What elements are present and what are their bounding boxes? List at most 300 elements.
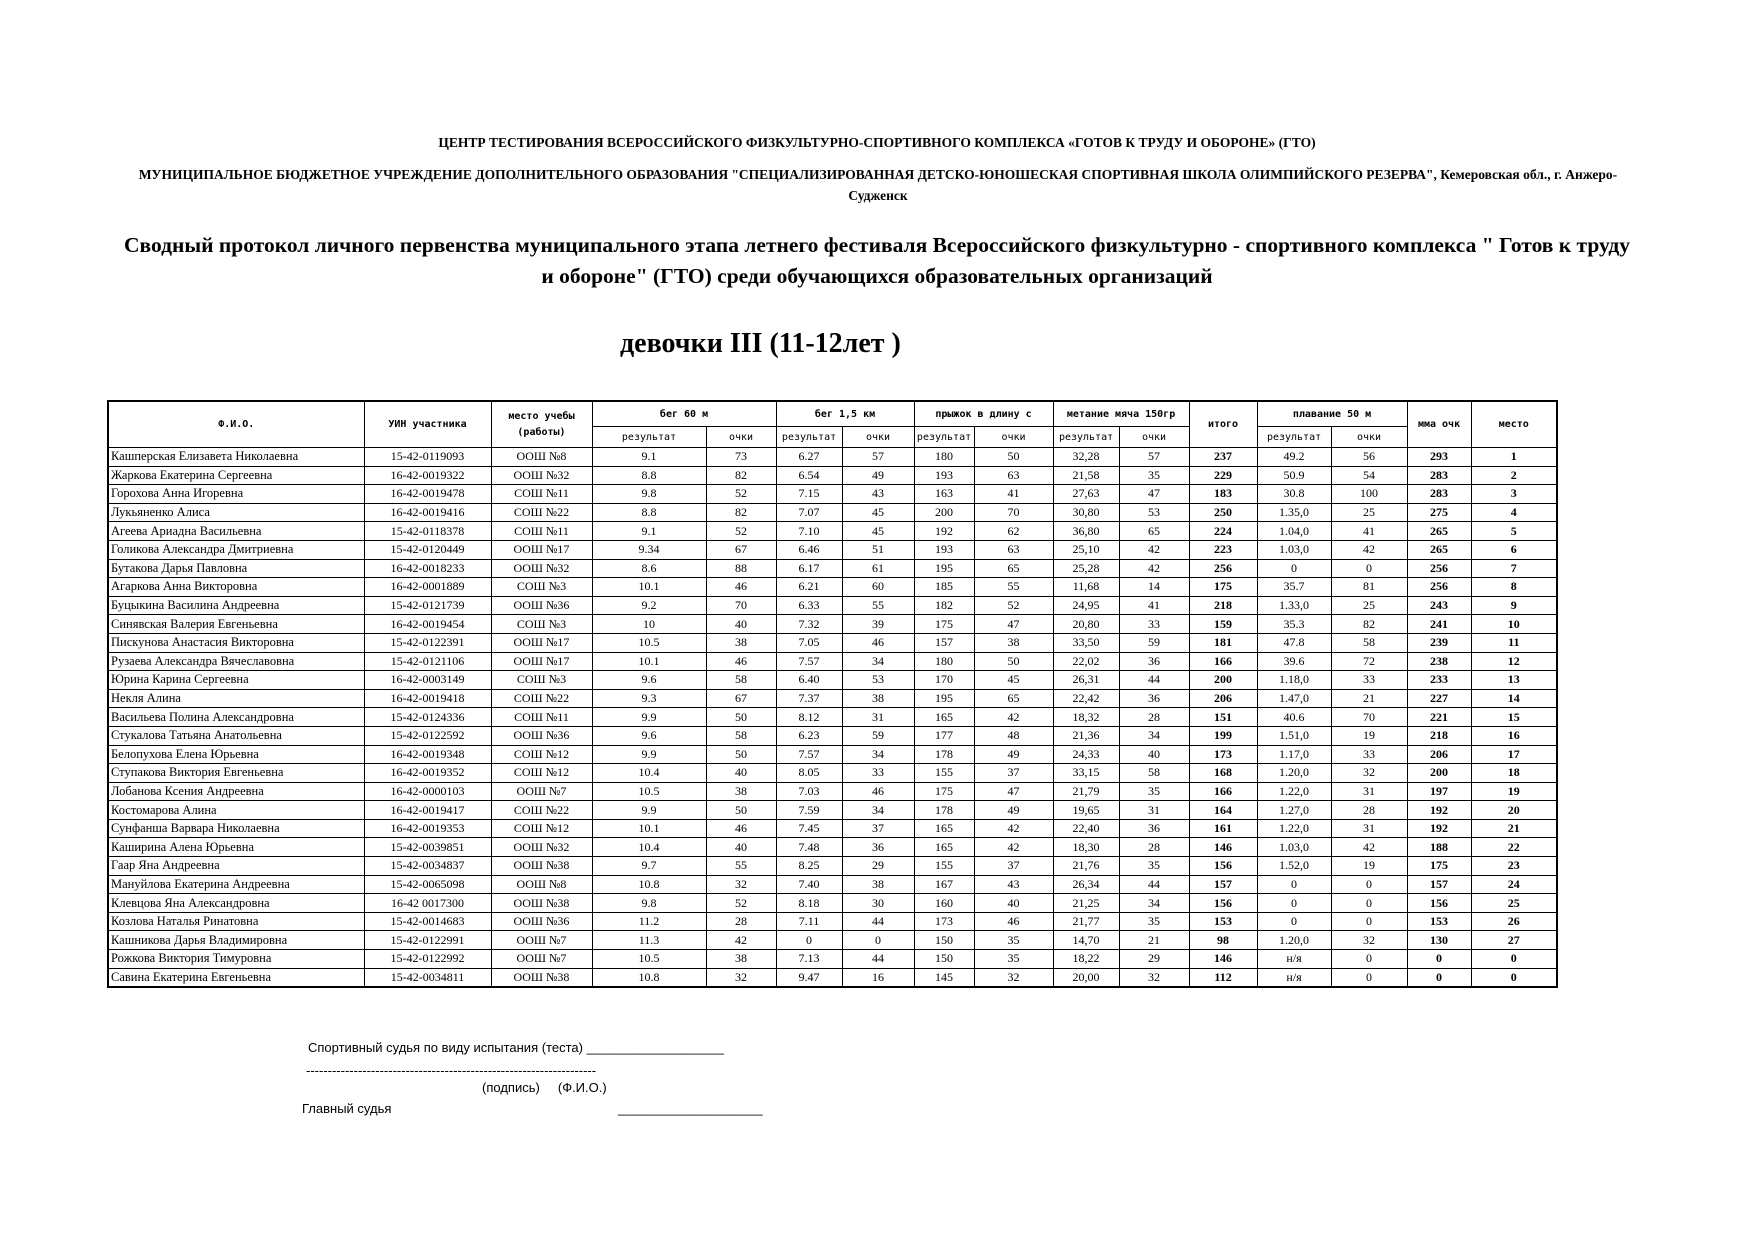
cell-school: СОШ №22: [491, 503, 592, 522]
cell-tot: 161: [1189, 819, 1257, 838]
cell-p: 38: [842, 689, 914, 708]
col-place: место: [1471, 401, 1557, 448]
cell-r: 9.47: [776, 968, 842, 987]
cell-score: 256: [1407, 578, 1471, 597]
col-fio: Ф.И.О.: [108, 401, 364, 448]
cell-p: 41: [1119, 596, 1189, 615]
cell-p: 29: [842, 857, 914, 876]
cell-p: 65: [974, 559, 1053, 578]
cell-p: 57: [1119, 448, 1189, 467]
cell-place: 14: [1471, 689, 1557, 708]
cell-uin: 16-42-0019322: [364, 466, 491, 485]
cell-school: СОШ №11: [491, 485, 592, 504]
cell-r: н/я: [1257, 968, 1331, 987]
cell-p: 38: [706, 782, 776, 801]
cell-r: 155: [914, 764, 974, 783]
cell-score: 192: [1407, 801, 1471, 820]
cell-p: 52: [706, 522, 776, 541]
cell-p: 43: [842, 485, 914, 504]
cell-p: 50: [974, 652, 1053, 671]
cell-p: 51: [842, 540, 914, 559]
cell-score: 265: [1407, 522, 1471, 541]
cell-p: 72: [1331, 652, 1407, 671]
table-row: [108, 485, 1557, 504]
cell-p: 36: [1119, 819, 1189, 838]
cell-r: 27,63: [1053, 485, 1119, 504]
cell-r: 25,28: [1053, 559, 1119, 578]
cell-p: 73: [706, 448, 776, 467]
cell-place: 21: [1471, 819, 1557, 838]
cell-r: 167: [914, 875, 974, 894]
cell-uin: 15-42-0122991: [364, 931, 491, 950]
col-uin: УИН участника: [364, 401, 491, 448]
cell-score: 157: [1407, 875, 1471, 894]
cell-r: 35.3: [1257, 615, 1331, 634]
cell-tot: 146: [1189, 950, 1257, 969]
cell-tot: 151: [1189, 708, 1257, 727]
cell-tot: 164: [1189, 801, 1257, 820]
cell-r: 150: [914, 931, 974, 950]
cell-p: 36: [1119, 689, 1189, 708]
cell-r: 8.18: [776, 894, 842, 913]
cell-r: 193: [914, 466, 974, 485]
cell-r: 18,22: [1053, 950, 1119, 969]
cell-r: 7.11: [776, 912, 842, 931]
cell-p: 35: [974, 950, 1053, 969]
cell-p: 35: [1119, 466, 1189, 485]
table-row: [108, 503, 1557, 522]
cell-r: 180: [914, 448, 974, 467]
cell-r: 195: [914, 559, 974, 578]
cell-p: 35: [974, 931, 1053, 950]
cell-place: 23: [1471, 857, 1557, 876]
cell-school: СОШ №3: [491, 671, 592, 690]
cell-p: 70: [1331, 708, 1407, 727]
cell-p: 0: [842, 931, 914, 950]
cell-school: ООШ №7: [491, 950, 592, 969]
cell-tot: 223: [1189, 540, 1257, 559]
cell-p: 0: [1331, 894, 1407, 913]
cell-r: 1.51,0: [1257, 726, 1331, 745]
cell-r: 6.21: [776, 578, 842, 597]
cell-r: 160: [914, 894, 974, 913]
cell-place: 18: [1471, 764, 1557, 783]
cell-p: 42: [706, 931, 776, 950]
cell-tot: 159: [1189, 615, 1257, 634]
table-row: [108, 745, 1557, 764]
cell-p: 56: [1331, 448, 1407, 467]
cell-place: 15: [1471, 708, 1557, 727]
cell-score: 283: [1407, 466, 1471, 485]
cell-uin: 15-42-0034837: [364, 857, 491, 876]
cell-p: 34: [1119, 726, 1189, 745]
cell-r: 9.8: [592, 894, 706, 913]
cell-r: 1.33,0: [1257, 596, 1331, 615]
sub-result: результат: [776, 427, 842, 448]
cell-p: 55: [706, 857, 776, 876]
cell-fio: Агеева Ариадна Васильевна: [108, 522, 364, 541]
cell-fio: Горохова Анна Игоревна: [108, 485, 364, 504]
cell-r: 10: [592, 615, 706, 634]
cell-uin: 15-42-0121739: [364, 596, 491, 615]
cell-r: 24,33: [1053, 745, 1119, 764]
dash-line: -------------------------------------------------------------------: [306, 1063, 597, 1078]
sub-result: результат: [1053, 427, 1119, 448]
cell-p: 59: [842, 726, 914, 745]
cell-score: 238: [1407, 652, 1471, 671]
cell-place: 4: [1471, 503, 1557, 522]
col-sum: мма очк: [1407, 401, 1471, 448]
table-row: [108, 857, 1557, 876]
cell-tot: 156: [1189, 894, 1257, 913]
cell-p: 35: [1119, 857, 1189, 876]
cell-fio: Лобанова Ксения Андреевна: [108, 782, 364, 801]
cell-r: 9.1: [592, 522, 706, 541]
cell-p: 34: [1119, 894, 1189, 913]
cell-r: 6.27: [776, 448, 842, 467]
table-row: [108, 875, 1557, 894]
cell-r: 175: [914, 615, 974, 634]
cell-r: 22,40: [1053, 819, 1119, 838]
cell-p: 39: [842, 615, 914, 634]
cell-tot: 229: [1189, 466, 1257, 485]
cell-p: 59: [1119, 633, 1189, 652]
cell-place: 1: [1471, 448, 1557, 467]
cell-r: 9.7: [592, 857, 706, 876]
cell-p: 35: [1119, 782, 1189, 801]
cell-score: 197: [1407, 782, 1471, 801]
cell-p: 70: [706, 596, 776, 615]
cell-p: 0: [1331, 950, 1407, 969]
cell-school: СОШ №12: [491, 745, 592, 764]
cell-r: 47.8: [1257, 633, 1331, 652]
cell-r: 1.17,0: [1257, 745, 1331, 764]
cell-school: ООШ №17: [491, 652, 592, 671]
table-row: [108, 689, 1557, 708]
cell-school: СОШ №11: [491, 708, 592, 727]
cell-r: 0: [1257, 559, 1331, 578]
cell-tot: 206: [1189, 689, 1257, 708]
cell-uin: 15-42-0118378: [364, 522, 491, 541]
cell-r: н/я: [1257, 950, 1331, 969]
cell-p: 49: [974, 745, 1053, 764]
table-row: [108, 596, 1557, 615]
cell-r: 0: [1257, 875, 1331, 894]
cell-r: 6.40: [776, 671, 842, 690]
cell-school: ООШ №32: [491, 838, 592, 857]
cell-school: ООШ №38: [491, 968, 592, 987]
cell-r: 40.6: [1257, 708, 1331, 727]
cell-p: 42: [1331, 838, 1407, 857]
cell-p: 88: [706, 559, 776, 578]
chief-judge-line: ____________________: [618, 1101, 763, 1116]
cell-p: 60: [842, 578, 914, 597]
cell-p: 82: [706, 466, 776, 485]
table-row: [108, 540, 1557, 559]
col-throw: метание мяча 150гр: [1053, 401, 1189, 427]
cell-uin: 15-42-0039851: [364, 838, 491, 857]
cell-p: 40: [1119, 745, 1189, 764]
cell-r: 200: [914, 503, 974, 522]
signature-labels: (подпись) (Ф.И.О.): [482, 1080, 607, 1095]
cell-p: 31: [1331, 782, 1407, 801]
cell-r: 0: [1257, 894, 1331, 913]
table-row: [108, 615, 1557, 634]
cell-r: 50.9: [1257, 466, 1331, 485]
cell-r: 7.13: [776, 950, 842, 969]
col-run15: бег 1,5 км: [776, 401, 914, 427]
cell-r: 145: [914, 968, 974, 987]
cell-r: 175: [914, 782, 974, 801]
cell-p: 32: [1331, 764, 1407, 783]
cell-p: 67: [706, 689, 776, 708]
cell-tot: 175: [1189, 578, 1257, 597]
cell-p: 40: [706, 838, 776, 857]
cell-tot: 224: [1189, 522, 1257, 541]
cell-place: 25: [1471, 894, 1557, 913]
cell-tot: 112: [1189, 968, 1257, 987]
cell-p: 41: [974, 485, 1053, 504]
cell-place: 24: [1471, 875, 1557, 894]
col-total: итого: [1189, 401, 1257, 448]
cell-p: 31: [1119, 801, 1189, 820]
cell-p: 40: [706, 764, 776, 783]
cell-place: 3: [1471, 485, 1557, 504]
cell-fio: Юрина Карина Сергеевна: [108, 671, 364, 690]
cell-r: 25,10: [1053, 540, 1119, 559]
table-row: [108, 764, 1557, 783]
cell-score: 243: [1407, 596, 1471, 615]
cell-place: 12: [1471, 652, 1557, 671]
cell-p: 37: [974, 764, 1053, 783]
cell-r: 10.8: [592, 875, 706, 894]
table-row: [108, 931, 1557, 950]
table-row: [108, 671, 1557, 690]
cell-fio: Жаркова Екатерина Сергеевна: [108, 466, 364, 485]
cell-r: 33,50: [1053, 633, 1119, 652]
table-row: [108, 448, 1557, 467]
cell-r: 21,76: [1053, 857, 1119, 876]
cell-r: 20,00: [1053, 968, 1119, 987]
sub-result: результат: [914, 427, 974, 448]
col-swim: плавание 50 м: [1257, 401, 1407, 427]
cell-tot: 168: [1189, 764, 1257, 783]
cell-r: 39.6: [1257, 652, 1331, 671]
cell-tot: 183: [1189, 485, 1257, 504]
cell-p: 32: [706, 875, 776, 894]
cell-r: 9.9: [592, 801, 706, 820]
cell-p: 25: [1331, 503, 1407, 522]
cell-p: 32: [974, 968, 1053, 987]
cell-p: 40: [974, 894, 1053, 913]
cell-r: 1.52,0: [1257, 857, 1331, 876]
table-row: [108, 782, 1557, 801]
cell-p: 47: [974, 615, 1053, 634]
cell-p: 33: [1331, 671, 1407, 690]
cell-r: 7.59: [776, 801, 842, 820]
cell-score: 256: [1407, 559, 1471, 578]
center-heading: ЦЕНТР ТЕСТИРОВАНИЯ ВСЕРОССИЙСКОГО ФИЗКУЛЬТУРНО-СПОРТИВНОГО КОМПЛЕКСА «ГОТОВ К ТРУДУ И ОБОРОНЕ» (ГТО): [438, 135, 1316, 150]
cell-tot: 199: [1189, 726, 1257, 745]
sub-result: результат: [1257, 427, 1331, 448]
cell-r: 165: [914, 838, 974, 857]
cell-fio: Лукьяненко Алиса: [108, 503, 364, 522]
cell-p: 49: [974, 801, 1053, 820]
cell-score: 233: [1407, 671, 1471, 690]
cell-p: 70: [974, 503, 1053, 522]
cell-r: 7.37: [776, 689, 842, 708]
cell-p: 16: [842, 968, 914, 987]
cell-p: 58: [1119, 764, 1189, 783]
cell-r: 10.1: [592, 578, 706, 597]
cell-score: 192: [1407, 819, 1471, 838]
cell-r: 7.48: [776, 838, 842, 857]
cell-r: 178: [914, 801, 974, 820]
cell-fio: Стукалова Татьяна Анатольевна: [108, 726, 364, 745]
cell-r: 165: [914, 819, 974, 838]
cell-r: 18,30: [1053, 838, 1119, 857]
table-row: [108, 522, 1557, 541]
cell-r: 10.1: [592, 819, 706, 838]
cell-r: 10.1: [592, 652, 706, 671]
cell-school: ООШ №32: [491, 466, 592, 485]
cell-fio: Клевцова Яна Александровна: [108, 894, 364, 913]
cell-p: 42: [1119, 540, 1189, 559]
cell-r: 10.8: [592, 968, 706, 987]
cell-p: 50: [706, 801, 776, 820]
cell-p: 34: [842, 745, 914, 764]
cell-r: 21,79: [1053, 782, 1119, 801]
cell-score: 227: [1407, 689, 1471, 708]
cell-r: 22,42: [1053, 689, 1119, 708]
cell-uin: 16-42-0019418: [364, 689, 491, 708]
cell-r: 193: [914, 540, 974, 559]
cell-score: 175: [1407, 857, 1471, 876]
cell-r: 26,34: [1053, 875, 1119, 894]
cell-r: 177: [914, 726, 974, 745]
cell-fio: Костомарова Алина: [108, 801, 364, 820]
cell-r: 6.46: [776, 540, 842, 559]
cell-tot: 256: [1189, 559, 1257, 578]
protocol-title: Сводный протокол личного первенства муниципального этапа летнего фестиваля Всероссийского физкультурно - спортивного комплекса " Готов к труду и обороне" (ГТО) среди обучающихся образовательных организаций: [123, 233, 1631, 288]
cell-r: 1.20,0: [1257, 931, 1331, 950]
cell-p: 63: [974, 540, 1053, 559]
cell-score: 275: [1407, 503, 1471, 522]
cell-uin: 16-42-0019478: [364, 485, 491, 504]
cell-p: 42: [974, 819, 1053, 838]
cell-p: 21: [1331, 689, 1407, 708]
cell-p: 82: [1331, 615, 1407, 634]
cell-r: 1.18,0: [1257, 671, 1331, 690]
table-row: [108, 726, 1557, 745]
cell-p: 55: [842, 596, 914, 615]
cell-p: 45: [842, 503, 914, 522]
cell-p: 58: [1331, 633, 1407, 652]
cell-place: 27: [1471, 931, 1557, 950]
cell-tot: 237: [1189, 448, 1257, 467]
cell-r: 8.8: [592, 503, 706, 522]
cell-r: 7.07: [776, 503, 842, 522]
table-row: [108, 708, 1557, 727]
cell-uin: 15-42-0122391: [364, 633, 491, 652]
cell-r: 11,68: [1053, 578, 1119, 597]
cell-p: 50: [706, 708, 776, 727]
cell-school: ООШ №38: [491, 857, 592, 876]
cell-fio: Гаар Яна Андреевна: [108, 857, 364, 876]
cell-p: 44: [1119, 671, 1189, 690]
judge-line: Спортивный судья по виду испытания (теста) ___________________: [308, 1040, 724, 1055]
cell-tot: 250: [1189, 503, 1257, 522]
cell-tot: 153: [1189, 912, 1257, 931]
cell-score: 153: [1407, 912, 1471, 931]
cell-p: 50: [974, 448, 1053, 467]
cell-place: 19: [1471, 782, 1557, 801]
cell-place: 0: [1471, 950, 1557, 969]
cell-r: 35.7: [1257, 578, 1331, 597]
cell-p: 0: [1331, 559, 1407, 578]
cell-p: 46: [706, 652, 776, 671]
cell-r: 1.20,0: [1257, 764, 1331, 783]
cell-p: 38: [706, 950, 776, 969]
cell-r: 1.35,0: [1257, 503, 1331, 522]
cell-tot: 200: [1189, 671, 1257, 690]
table-row: [108, 633, 1557, 652]
cell-p: 38: [706, 633, 776, 652]
cell-place: 6: [1471, 540, 1557, 559]
cell-uin: 15-42-0065098: [364, 875, 491, 894]
cell-p: 53: [1119, 503, 1189, 522]
cell-r: 8.12: [776, 708, 842, 727]
cell-p: 31: [1331, 819, 1407, 838]
cell-place: 13: [1471, 671, 1557, 690]
cell-p: 32: [706, 968, 776, 987]
cell-r: 36,80: [1053, 522, 1119, 541]
cell-school: ООШ №8: [491, 448, 592, 467]
cell-school: СОШ №3: [491, 578, 592, 597]
cell-place: 20: [1471, 801, 1557, 820]
table-row: [108, 559, 1557, 578]
cell-fio: Кашперская Елизавета Николаевна: [108, 448, 364, 467]
table-row: [108, 578, 1557, 597]
cell-fio: Сунфанша Варвара Николаевна: [108, 819, 364, 838]
cell-p: 28: [1119, 708, 1189, 727]
cell-r: 195: [914, 689, 974, 708]
cell-p: 32: [1119, 968, 1189, 987]
cell-score: 241: [1407, 615, 1471, 634]
cell-r: 1.27,0: [1257, 801, 1331, 820]
cell-p: 28: [1331, 801, 1407, 820]
cell-fio: Васильева Полина Александровна: [108, 708, 364, 727]
cell-r: 9.6: [592, 671, 706, 690]
cell-r: 173: [914, 912, 974, 931]
cell-p: 46: [706, 819, 776, 838]
cell-p: 52: [706, 485, 776, 504]
cell-p: 42: [1119, 559, 1189, 578]
cell-r: 8.05: [776, 764, 842, 783]
cell-tot: 166: [1189, 782, 1257, 801]
cell-p: 65: [974, 689, 1053, 708]
cell-p: 32: [1331, 931, 1407, 950]
cell-p: 100: [1331, 485, 1407, 504]
cell-place: 10: [1471, 615, 1557, 634]
cell-r: 8.25: [776, 857, 842, 876]
cell-p: 25: [1331, 596, 1407, 615]
cell-p: 44: [842, 912, 914, 931]
cell-p: 36: [842, 838, 914, 857]
cell-r: 10.5: [592, 950, 706, 969]
cell-school: ООШ №36: [491, 912, 592, 931]
cell-uin: 16-42-0018233: [364, 559, 491, 578]
